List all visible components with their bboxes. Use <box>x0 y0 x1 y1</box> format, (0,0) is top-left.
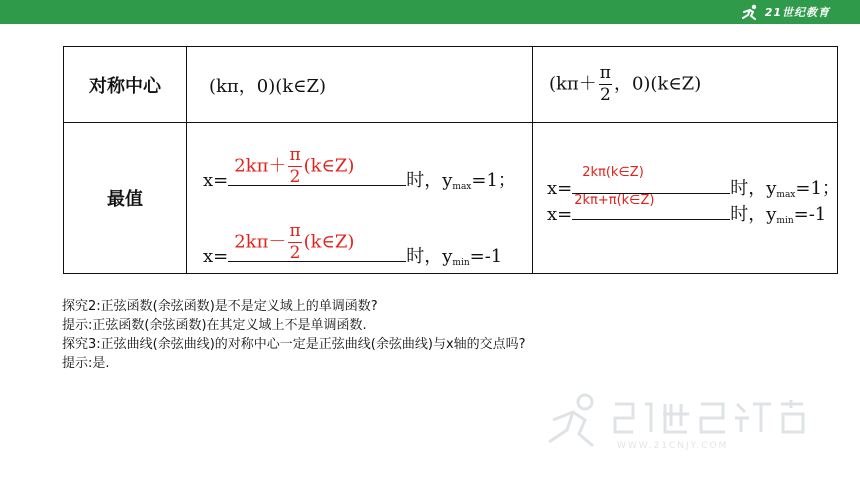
cos-max-tail: =1； <box>795 178 840 199</box>
sin-max-answer <box>234 147 354 186</box>
fraction-numerator: π <box>289 145 301 165</box>
explore-2-hint: 提示:正弦函数(余弦函数)在其定义域上不是单调函数. <box>62 318 367 333</box>
header-bar <box>0 0 860 24</box>
cos-min-suffix: 时，y <box>730 204 777 225</box>
cos-max-suffix: 时，y <box>730 178 777 199</box>
max-subscript: max <box>452 182 472 192</box>
cos-min-tail: =-1 <box>793 204 827 225</box>
cos-min-prefix: x= <box>547 204 573 225</box>
cos-max-answer: 2kπ(k∈Z) <box>582 165 644 180</box>
explore-2-question: 探究2:正弦函数(余弦函数)是不是定义域上的单调函数? <box>62 299 378 314</box>
sin-min-answer-blank <box>228 223 406 262</box>
sin-symmetry-center: (kπ，0)(k∈Z) <box>209 75 327 97</box>
explore-3-hint: 提示:是. <box>62 356 110 371</box>
fraction-denominator: 2 <box>289 243 301 263</box>
cos-max-prefix: x= <box>547 178 573 199</box>
sin-max-suffix: 时，y <box>406 170 453 191</box>
brand-logo <box>741 3 830 21</box>
table-row-symmetry-center <box>64 47 838 123</box>
sin-min-tail: =-1 <box>469 246 503 267</box>
cos-max-answer-blank <box>572 165 730 194</box>
cos-center-suffix: ，0)(k∈Z) <box>613 73 702 95</box>
sin-max-formula <box>203 147 516 192</box>
sin-max-answer-b: (k∈Z) <box>303 155 355 177</box>
cos-min-answer-blank <box>572 193 730 220</box>
sin-max-answer-blank <box>228 147 406 186</box>
sin-max-tail: =1； <box>471 170 516 191</box>
cos-center-prefix: (kπ＋ <box>549 73 597 95</box>
min-subscript: min <box>776 216 794 226</box>
table-row-extremum <box>64 123 838 274</box>
fraction-denominator: 2 <box>599 85 611 105</box>
fraction-numerator: π <box>289 221 301 241</box>
runner-logo-icon <box>741 4 761 20</box>
sin-min-answer-a: 2kπ－ <box>234 231 287 253</box>
max-subscript: max <box>776 190 796 200</box>
cos-min-answer: 2kπ+π(k∈Z) <box>574 193 655 208</box>
sin-max-prefix: x= <box>203 170 229 191</box>
explore-notes <box>62 297 526 373</box>
sin-extremum-cell <box>187 123 533 274</box>
sin-symmetry-center-cell <box>187 47 533 123</box>
row-label-extremum: 最值 <box>64 123 187 274</box>
sin-min-answer-b: (k∈Z) <box>303 231 355 253</box>
sin-min-answer <box>234 223 354 262</box>
cos-symmetry-center <box>533 65 837 104</box>
sin-min-formula <box>203 223 502 268</box>
pi-over-2-fraction <box>288 223 301 262</box>
watermark-logo-icon <box>545 390 835 452</box>
min-subscript: min <box>452 258 470 268</box>
explore-3-question: 探究3:正弦曲线(余弦曲线)的对称中心一定是正弦曲线(余弦曲线)与x轴的交点吗? <box>62 337 526 352</box>
trig-property-table <box>63 46 838 274</box>
row-label-symmetry-center: 对称中心 <box>64 47 187 123</box>
fraction-denominator: 2 <box>289 167 301 187</box>
cos-extremum-cell <box>533 123 838 274</box>
pi-over-2-fraction <box>288 147 301 186</box>
pi-over-2-fraction <box>599 65 612 104</box>
brand-logo-text: 21世纪教育 <box>764 6 830 19</box>
sin-min-suffix: 时，y <box>406 246 453 267</box>
sin-max-answer-a: 2kπ＋ <box>234 155 287 177</box>
fraction-numerator: π <box>599 63 611 83</box>
svg-text:WWW.21CNJY.COM: WWW.21CNJY.COM <box>617 441 729 451</box>
sin-min-prefix: x= <box>203 246 229 267</box>
cos-symmetry-center-cell <box>533 47 838 123</box>
